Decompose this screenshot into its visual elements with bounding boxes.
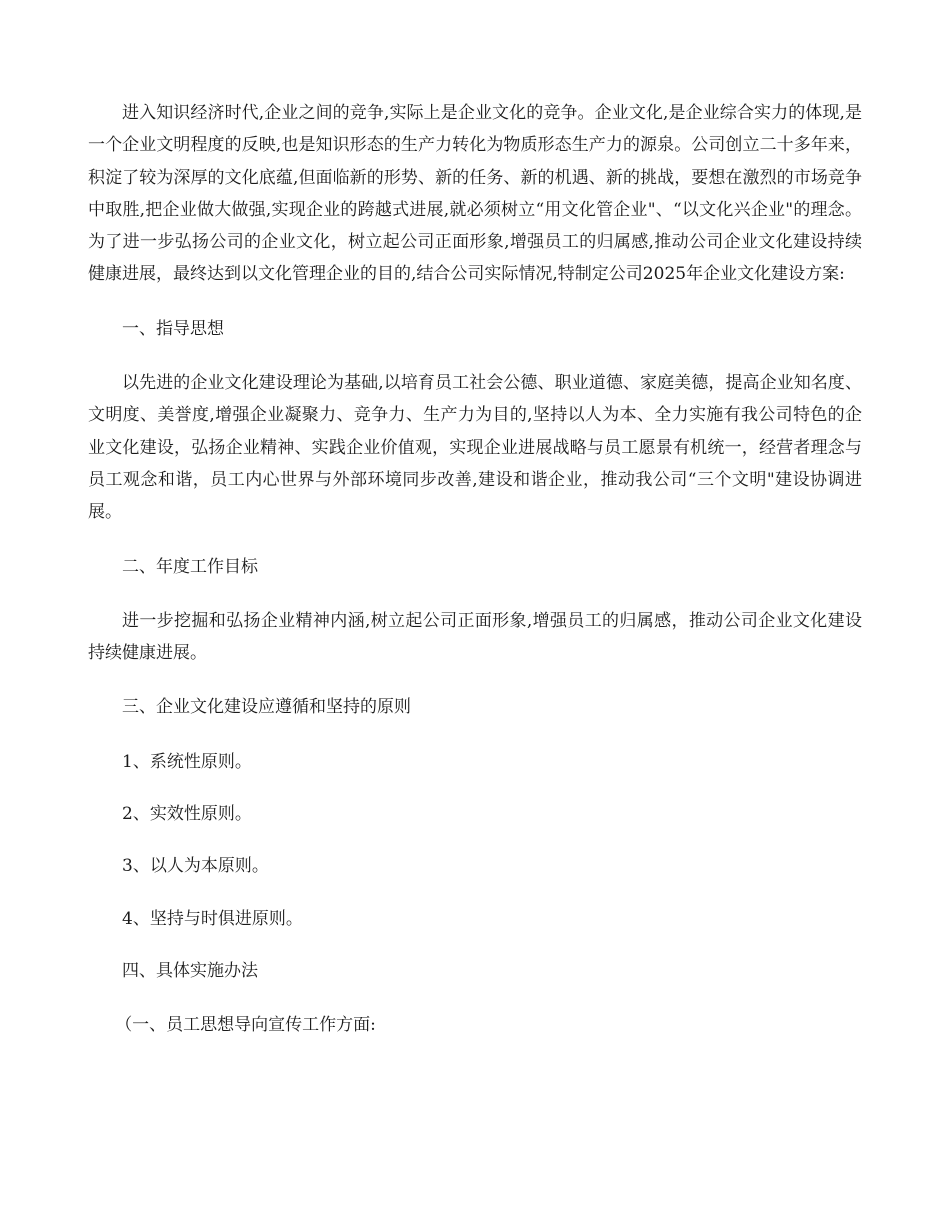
section-heading-annual-goals: 二、年度工作目标 [122, 556, 258, 577]
principle-item: 4、坚持与时俱进原则。 [122, 908, 303, 929]
guiding-ideology-paragraph: 以先进的企业文化建设理论为基础,以培育员工社会公德、职业道德、家庭美德，提高企业知名度、文明度、美誉度,增强企业凝聚力、竞争力、生产力为目的,坚持以人为本、全力实施有我公司特色的企业文化建设，弘扬企业精神、实践企业价值观，实现企业进展战略与员工愿景有机统一，经营者理念与员工观念和谐，员工内心世界与外部环境同步改善,建设和谐企业，推动我公司“三个文明"建设协调进展。 [88, 373, 862, 523]
principle-item: 2、实效性原则。 [122, 804, 252, 825]
principle-item: 3、以人为本原则。 [122, 856, 269, 877]
document-page [88, 97, 862, 1042]
section-heading-guiding-ideology: 一、指导思想 [122, 318, 224, 339]
subsection-heading-publicity: （一、员工思想导向宣传工作方面: [115, 1015, 376, 1036]
principle-item: 1、系统性原则。 [122, 751, 252, 772]
annual-goals-paragraph: 进一步挖掘和弘扬企业精神内涵,树立起公司正面形象,增强员工的归属感，推动公司企业文化建设持续健康进展。 [88, 610, 862, 664]
intro-paragraph: 进入知识经济时代,企业之间的竞争,实际上是企业文化的竞争。企业文化,是企业综合实力的体现,是一个企业文明程度的反映,也是知识形态的生产力转化为物质形态生产力的源泉。公司创立二十多年来，积淀了较为深厚的文化底蕴,但面临新的形势、新的任务、新的机遇、新的挑战，要想在激烈的市场竞争中取胜,把企业做大做强,实现企业的跨越式进展,就必须树立“用文化管企业"、“以文化兴企业"的理念。为了进一步弘扬公司的企业文化，树立起公司正面形象,增强员工的归属感,推动公司企业文化建设持续健康进展，最终达到以文化管理企业的目的,结合公司实际情况,特制定公司2025年企业文化建设方案: [88, 103, 862, 285]
section-heading-principles: 三、企业文化建设应遵循和坚持的原则 [122, 697, 411, 718]
section-heading-implementation: 四、具体实施办法 [122, 960, 258, 981]
